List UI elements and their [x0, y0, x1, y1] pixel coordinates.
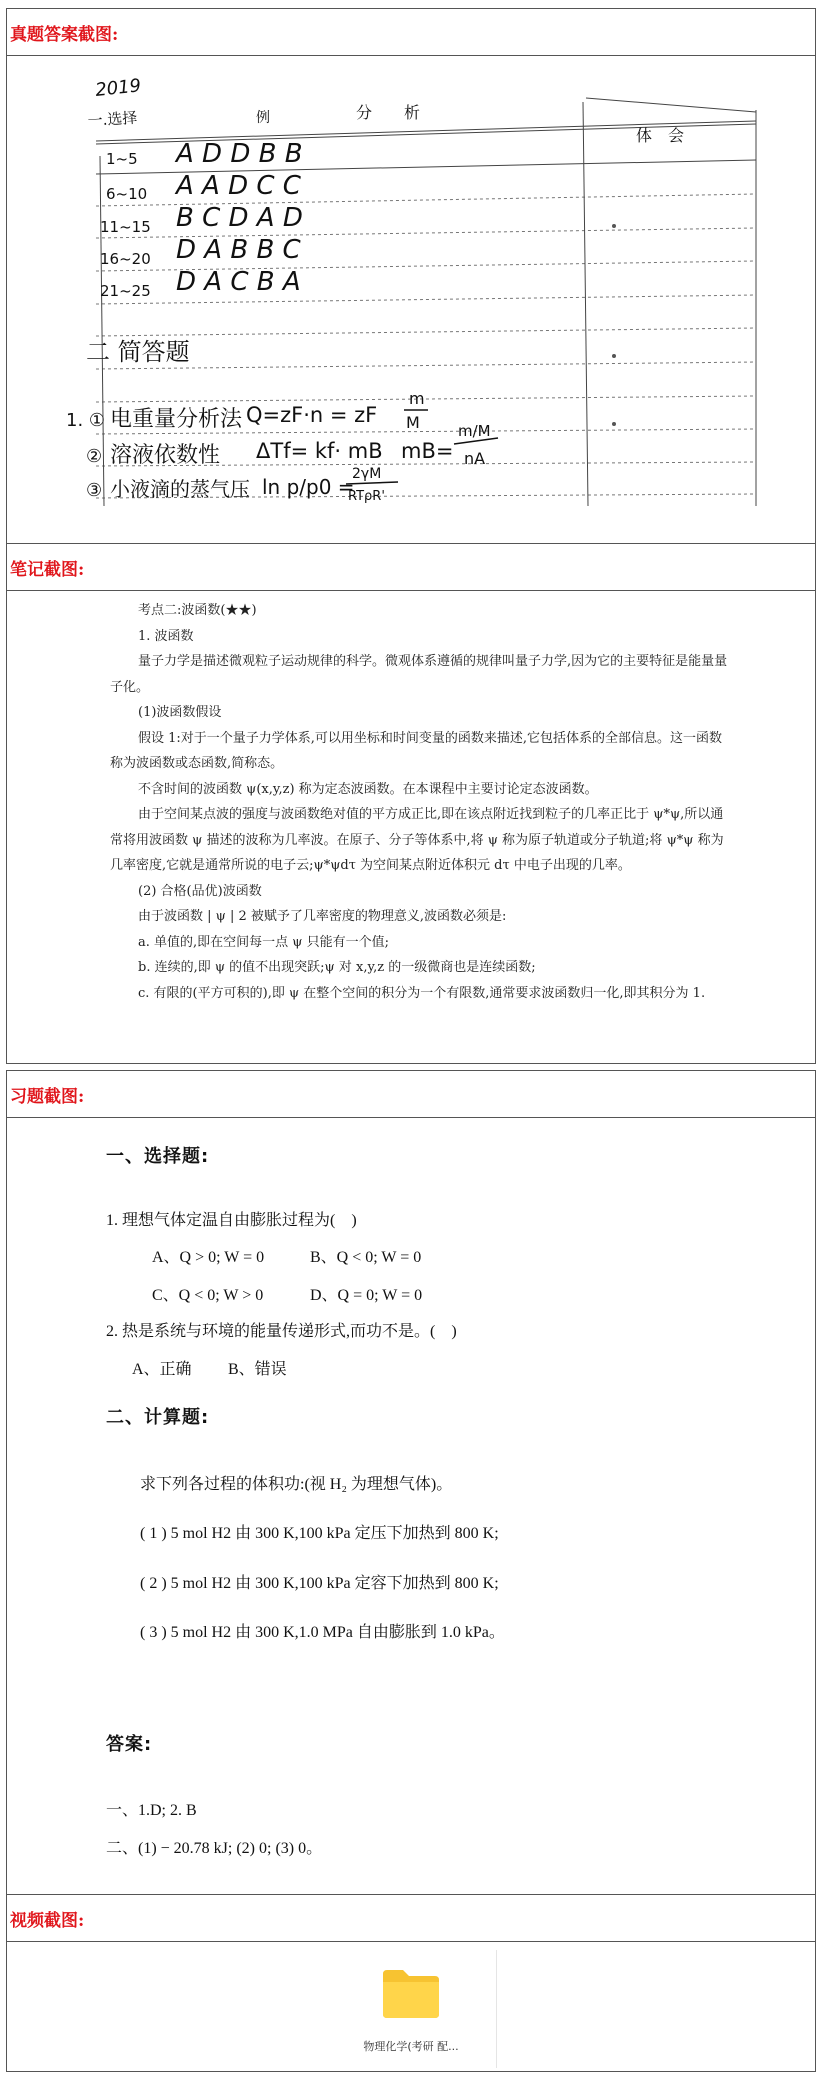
row-range: 16~20	[100, 250, 151, 268]
notes-sub2: (1)波函数假设	[138, 705, 222, 720]
calc-item-2: ( 2 ) 5 mol H2 由 300 K,100 kPa 定容下加热到 800 K;	[140, 1575, 499, 1592]
item-text: 电重量分析法	[110, 407, 243, 432]
item-fraction-den: nA	[464, 449, 486, 468]
item-text: 小液滴的蒸气压	[110, 477, 250, 501]
item-fraction-den: M	[406, 413, 420, 432]
exercise-heading-calc	[106, 1403, 746, 1429]
item-fraction-den: RTρR'	[348, 489, 385, 504]
notes-condition-c: c. 有限的(平方可积的),即 ψ 在整个空间的积分为一个有限数,通常要求波函数归一化,即其积分为 1.	[138, 985, 706, 1001]
calc-intro: 求下列各过程的体积功:(视 H₂ 为理想气体)。	[140, 1476, 453, 1493]
q2-option-b: B、错误	[228, 1361, 287, 1378]
q1-option-b: B、Q < 0; W = 0	[310, 1249, 422, 1266]
row-range: 1~5	[106, 150, 138, 168]
q1-option-a: A、Q > 0; W = 0	[152, 1249, 265, 1266]
analysis-column-label: 分 析	[356, 103, 421, 122]
notes-section-header	[6, 543, 816, 591]
handwritten-answer-sheet	[66, 66, 766, 526]
notes-title: 考点二:波函数(★★)	[138, 603, 257, 618]
calc-heading: 二、计算题:	[106, 1407, 210, 1428]
part1-label: 一.选择	[87, 108, 138, 130]
item-number: ②	[86, 446, 103, 467]
item-text: 溶液依数性	[110, 443, 221, 468]
choice-heading: 一、选择题:	[106, 1146, 210, 1167]
folder-icon	[379, 1968, 443, 2020]
answer-line-2: 二、(1) − 20.78 kJ; (2) 0; (3) 0。	[106, 1840, 323, 1857]
notes-paragraph: 由于波函数 | ψ | 2 被赋予了几率密度的物理意义,波函数必须是:	[138, 909, 507, 924]
question-1: 1. 理想气体定温自由膨胀过程为( )	[106, 1212, 357, 1229]
notes-paragraph: 不含时间的波函数 ψ(x,y,z) 称为定态波函数。在本课程中主要讨论定态波函数。	[138, 781, 598, 797]
answer-heading-block	[106, 1730, 746, 1756]
item-formula: Q=zF·n = zF	[246, 403, 378, 427]
row-answers: A A D C C	[176, 171, 301, 201]
calc-item-3: ( 3 ) 5 mol H2 由 300 K,1.0 MPa 自由膨胀到 1.0 kPa。	[140, 1624, 505, 1641]
row-range: 6~10	[106, 185, 148, 203]
item-extra: mB=	[401, 439, 454, 463]
item-number: 1. ①	[66, 410, 106, 431]
item-fraction-num: 2γM	[352, 466, 382, 482]
answer-line-1: 一、1.D; 2. B	[106, 1802, 197, 1819]
row-range: 11~15	[100, 218, 151, 236]
year-label: 2019	[94, 75, 143, 101]
experience-column-label: 体 会	[636, 126, 685, 145]
q1-option-c: C、Q < 0; W > 0	[152, 1287, 264, 1304]
video-folder-card[interactable]	[326, 1950, 497, 2068]
q2-option-a: A、正确	[132, 1361, 192, 1378]
video-folder-label: 物理化学(考研 配...	[363, 2040, 459, 2053]
exercise-section-title: 习题截图:	[10, 1086, 85, 1107]
part2-label: 二 简答题	[86, 338, 190, 366]
exercise-section-header	[6, 1070, 816, 1118]
video-section-header	[6, 1894, 816, 1942]
q1-option-d: D、Q = 0; W = 0	[310, 1287, 423, 1304]
notes-paragraph: 由于空间某点波的强度与波函数绝对值的平方成正比,即在该点附近找到粒子的几率正比于 ψ*ψ,所以通常将用波函数 ψ 描述的波称为几率波。在原子、分子等体系中,将 ψ 称为原子轨道或分子轨道;将 ψ*ψ 称为几率密度,它就是通常所说的电子云;ψ*ψdτ 为空间某点附近体积元 dτ 中电子出现的几率。	[110, 807, 724, 873]
calc-item-1: ( 1 ) 5 mol H2 由 300 K,100 kPa 定压下加热到 800 K;	[140, 1525, 499, 1542]
item-formula: ln p/p0 =	[262, 475, 355, 499]
notes-content	[110, 598, 730, 1006]
item-formula: ΔTf= kf· mB	[256, 439, 383, 463]
item-fraction-num: m/M	[458, 422, 491, 440]
notes-condition-a: a. 单值的,即在空间每一点 ψ 只能有一个值;	[138, 934, 389, 950]
notes-paragraph: 量子力学是描述微观粒子运动规律的科学。微观体系遵循的规律叫量子力学,因为它的主要特征是能量量子化。	[110, 654, 728, 695]
answer-section-header	[6, 8, 816, 56]
row-answers: D A B B C	[176, 235, 301, 265]
notes-sub3: (2) 合格(品优)波函数	[138, 883, 262, 899]
answer-heading: 答案:	[106, 1734, 153, 1755]
item-fraction-num: m	[409, 389, 425, 408]
question-2: 2. 热是系统与环境的能量传递形式,而功不是。( )	[106, 1323, 457, 1340]
notes-paragraph: 假设 1:对于一个量子力学体系,可以用坐标和时间变量的函数来描述,它包括体系的全部信息。这一函数称为波函数或态函数,简称态。	[110, 730, 723, 771]
notes-sub1: 1. 波函数	[138, 628, 194, 644]
row-range: 21~25	[100, 282, 151, 300]
exercise-frame	[6, 1117, 816, 1895]
row-answers: A D D B B	[176, 139, 303, 169]
exercise-heading-choice	[106, 1142, 746, 1168]
row-answers: B C D A D	[176, 203, 303, 233]
item-number: ③	[86, 480, 103, 501]
row-answers: D A C B A	[176, 267, 301, 297]
video-section-title: 视频截图:	[10, 1910, 85, 1931]
notes-section-title: 笔记截图:	[10, 559, 85, 580]
notes-condition-b: b. 连续的,即 ψ 的值不出现突跃;ψ 对 x,y,z 的一级微商也是连续函数;	[138, 960, 536, 975]
example-fragment-label: 例	[256, 110, 270, 126]
answer-section-title: 真题答案截图:	[10, 24, 119, 45]
